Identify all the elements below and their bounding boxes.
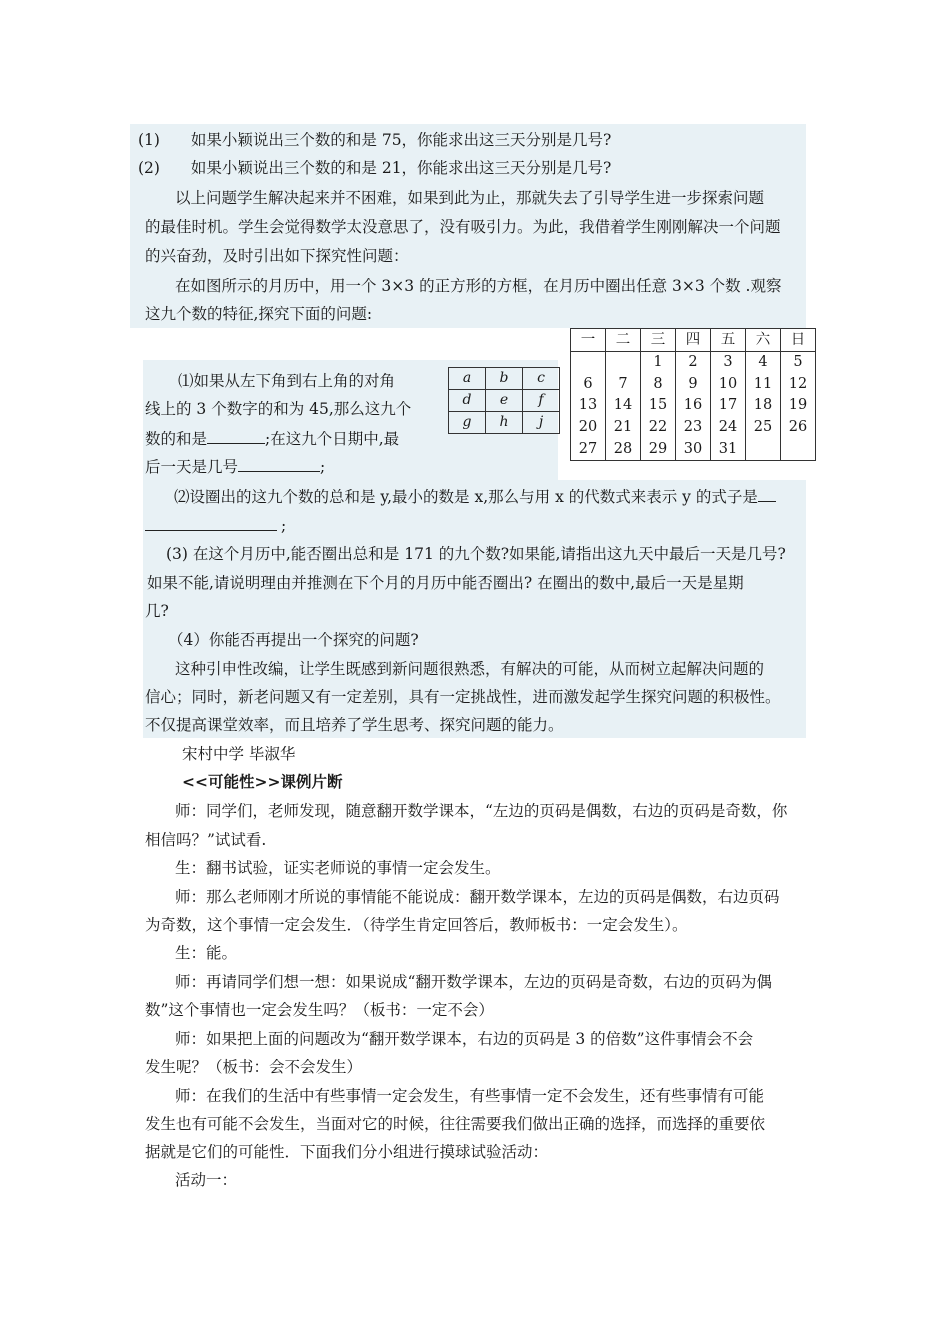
dialog-5-line-2: 数”这个事情也一定会发生吗？（板书：一定不会）	[145, 1001, 494, 1019]
calendar-weekday: 一	[571, 329, 606, 352]
calendar-week-row	[571, 417, 816, 439]
calendar-day: 6	[571, 374, 606, 396]
calendar-weekday: 四	[676, 329, 711, 352]
paragraph-1-line-2: 的最佳时机。学生会觉得数学太没意思了，没有吸引力。为此，我借着学生刚刚解决一个问题	[145, 218, 781, 236]
answer-blank-sum[interactable]	[207, 426, 265, 444]
calendar-day: 7	[606, 374, 641, 396]
sub-question-3-line-1: (3) 在这个月历中,能否圈出总和是 171 的九个数?如果能,请指出这九天中最后一天是几号?	[166, 545, 786, 563]
calendar-day	[571, 352, 606, 374]
calendar-day: 29	[641, 438, 676, 460]
paragraph-2-line-2: 这九个数的特征,探究下面的问题:	[145, 305, 373, 323]
author-line: 宋村中学 毕淑华	[182, 745, 296, 763]
calendar-weekday: 日	[781, 329, 816, 352]
calendar-day: 9	[676, 374, 711, 396]
paragraph-2-line-1: 在如图所示的月历中，用一个 3×3 的正方形的方框，在月历中圈出任意 3×3 个数 .观察	[175, 277, 782, 295]
calendar-day: 22	[641, 417, 676, 439]
calendar-day: 3	[711, 352, 746, 374]
calendar-day: 12	[781, 374, 816, 396]
calendar-day: 28	[606, 438, 641, 460]
paragraph-3-line-3: 不仅提高课堂效率，而且培养了学生思考、探究问题的能力。	[145, 716, 564, 734]
calendar-day: 8	[641, 374, 676, 396]
dialog-6-line-1: 师：如果把上面的问题改为“翻开数学课本，右边的页码是 3 的倍数”这件事情会不会	[175, 1030, 754, 1048]
answer-blank-expression-start[interactable]	[758, 484, 776, 502]
question-1-number: (1)	[138, 131, 160, 149]
calendar-day: 19	[781, 395, 816, 417]
calendar-day	[781, 438, 816, 460]
dialog-6-line-2: 发生呢？（板书：会不会发生）	[145, 1058, 363, 1076]
calendar-week-row	[571, 352, 816, 374]
letter-grid-cell: f	[523, 390, 560, 412]
calendar-day: 10	[711, 374, 746, 396]
letter-grid-cell: d	[449, 390, 486, 412]
question-2-number: (2)	[138, 159, 160, 177]
letter-grid-cell: j	[523, 412, 560, 434]
month-calendar	[570, 328, 816, 461]
sub-question-1-line-4: 后一天是几号 ;	[145, 454, 325, 478]
sub-question-1-line-1: ⑴如果从左下角到右上角的对角	[178, 372, 396, 390]
calendar-day: 26	[781, 417, 816, 439]
dialog-2-line-1: 生：翻书试验，证实老师说的事情一定会发生。	[175, 859, 501, 877]
lesson-title: <<可能性>>课例片断	[182, 773, 343, 791]
calendar-day: 31	[711, 438, 746, 460]
sub-question-1-line-3: 数的和是 ;在这九个日期中,最	[145, 426, 399, 450]
paragraph-3-line-1: 这种引申性改编，让学生既感到新问题很熟悉，有解决的可能，从而树立起解决问题的	[175, 660, 765, 678]
calendar-day: 27	[571, 438, 606, 460]
calendar-day: 24	[711, 417, 746, 439]
calendar-weekday: 五	[711, 329, 746, 352]
calendar-day: 25	[746, 417, 781, 439]
calendar-week-row	[571, 438, 816, 460]
letter-grid-cell: c	[523, 368, 560, 390]
sub-question-2-line-2: ;	[145, 513, 286, 537]
calendar-header-row	[571, 329, 816, 352]
dialog-3-line-1: 师：那么老师刚才所说的事情能不能说成：翻开数学课本，左边的页码是偶数，右边页码	[175, 888, 780, 906]
letter-grid-row	[449, 412, 560, 434]
dialog-3-line-2: 为奇数，这个事情一定会发生．（待学生肯定回答后，教师板书：一定会发生）。	[145, 916, 688, 934]
calendar-day: 20	[571, 417, 606, 439]
dialog-4-line-1: 生：能。	[175, 944, 238, 962]
answer-blank-last-day[interactable]	[238, 454, 320, 472]
calendar-week-row	[571, 395, 816, 417]
calendar-day: 13	[571, 395, 606, 417]
dialog-5-line-1: 师：再请同学们想一想：如果说成“翻开数学课本，左边的页码是奇数，右边的页码为偶	[175, 973, 772, 991]
question-2	[138, 156, 611, 180]
paragraph-1-line-3: 的兴奋劲，及时引出如下探究性问题：	[145, 247, 409, 265]
letter-grid-cell: e	[486, 390, 523, 412]
question-1	[138, 128, 611, 152]
calendar-day: 1	[641, 352, 676, 374]
calendar-day: 30	[676, 438, 711, 460]
dialog-8-line-1: 活动一：	[175, 1171, 238, 1189]
calendar-day: 15	[641, 395, 676, 417]
calendar-day	[606, 352, 641, 374]
question-2-text: 如果小颖说出三个数的和是 21，你能求出这三天分别是几号?	[190, 159, 612, 177]
dialog-1-line-1: 师：同学们，老师发现，随意翻开数学课本，“左边的页码是偶数，右边的页码是奇数，你	[175, 802, 788, 820]
calendar-day: 23	[676, 417, 711, 439]
paragraph-1-line-1: 以上问题学生解决起来并不困难，如果到此为止，那就失去了引导学生进一步探索问题	[175, 189, 765, 207]
calendar-day: 14	[606, 395, 641, 417]
answer-blank-expression[interactable]	[145, 513, 277, 531]
calendar-week-row	[571, 374, 816, 396]
sub-question-1-line-2: 线上的 3 个数字的和为 45,那么这九个	[145, 400, 412, 418]
calendar-day: 4	[746, 352, 781, 374]
letter-grid	[448, 367, 560, 434]
calendar-weekday: 六	[746, 329, 781, 352]
sub-question-4: （4）你能否再提出一个探究的问题?	[168, 631, 419, 649]
letter-grid-cell: a	[449, 368, 486, 390]
calendar-day: 2	[676, 352, 711, 374]
dialog-1-line-2: 相信吗？”试试看.	[145, 831, 267, 849]
calendar-day: 5	[781, 352, 816, 374]
question-1-text: 如果小颖说出三个数的和是 75，你能求出这三天分别是几号?	[190, 131, 612, 149]
letter-grid-row	[449, 390, 560, 412]
sub-question-3-line-3: 几?	[145, 602, 169, 620]
dialog-7-line-2: 发生也有可能不会发生，当面对它的时候，往往需要我们做出正确的选择，而选择的重要依	[145, 1115, 766, 1133]
calendar-day	[746, 438, 781, 460]
letter-grid-cell: h	[486, 412, 523, 434]
letter-grid-row	[449, 368, 560, 390]
calendar-day: 11	[746, 374, 781, 396]
calendar-weekday: 三	[641, 329, 676, 352]
sub-question-2-line-1: ⑵设圈出的这九个数的总和是 y,最小的数是 x,那么与用 x 的代数式来表示 y 的式子是	[174, 484, 776, 508]
calendar-day: 17	[711, 395, 746, 417]
dialog-7-line-1: 师：在我们的生活中有些事情一定会发生，有些事情一定不会发生，还有些事情有可能	[175, 1087, 765, 1105]
letter-grid-cell: g	[449, 412, 486, 434]
calendar-day: 18	[746, 395, 781, 417]
calendar-day: 16	[676, 395, 711, 417]
dialog-7-line-3: 据就是它们的可能性．下面我们分小组进行摸球试验活动：	[145, 1143, 549, 1161]
calendar-weekday: 二	[606, 329, 641, 352]
paragraph-3-line-2: 信心；同时，新老问题又有一定差别，具有一定挑战性，进而激发起学生探究问题的积极性。	[145, 688, 781, 706]
sub-question-3-line-2: 如果不能,请说明理由并推测在下个月的月历中能否圈出? 在圈出的数中,最后一天是星期	[147, 574, 744, 592]
letter-grid-cell: b	[486, 368, 523, 390]
calendar-day: 21	[606, 417, 641, 439]
